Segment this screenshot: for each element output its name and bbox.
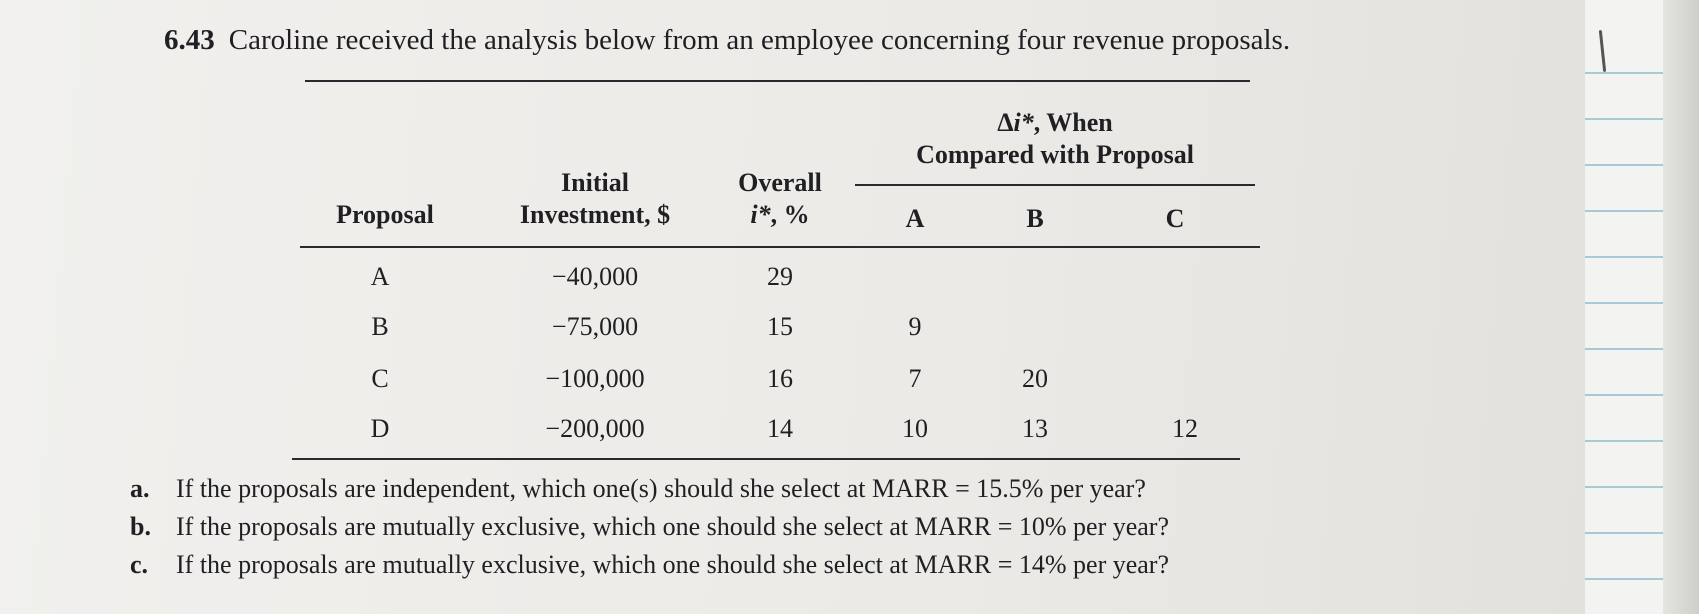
question-c-label: c.: [130, 550, 149, 579]
table-row-a-investment: −40,000: [551, 262, 639, 291]
table-row-c-proposal: C: [371, 364, 389, 393]
table-row-b-investment: −75,000: [551, 312, 639, 341]
question-b-text: If the proposals are mutually exclusive, which one should she select at MARR = 10% per year?: [176, 512, 1170, 541]
header-sub-c: C: [1165, 204, 1185, 233]
question-c-text: If the proposals are mutually exclusive, which one should she select at MARR = 14% per year?: [176, 550, 1170, 579]
pen-mark: [1599, 30, 1606, 72]
table-row-d-investment: −200,000: [545, 414, 645, 443]
header-proposal: Proposal: [336, 200, 434, 229]
header-bottom-rule: [300, 246, 1260, 248]
delta-group-rule: [855, 184, 1255, 186]
question-a: [130, 474, 1146, 504]
table-row-d-vs-b: 13: [1022, 414, 1048, 443]
question-a-label: a.: [130, 474, 150, 503]
table-row-b-proposal: B: [371, 312, 389, 341]
notebook-shadow: [1663, 0, 1699, 614]
table-row-b-vs-a: 9: [908, 312, 922, 341]
table-row-d-vs-c: 12: [1172, 414, 1198, 443]
table-bottom-rule: [292, 458, 1240, 460]
header-delta-line2: Compared with Proposal: [916, 140, 1194, 169]
table-row-d-overall: 14: [767, 414, 793, 443]
header-overall-istar: [715, 198, 845, 232]
header-investment: Investment, $: [519, 200, 671, 229]
overall-var: i*: [750, 200, 771, 229]
table-row-c-vs-a: 7: [908, 364, 922, 393]
table-row-c-vs-b: 20: [1022, 364, 1048, 393]
table-row-d-proposal: D: [370, 414, 390, 443]
delta-symbol: Δ: [997, 108, 1014, 137]
table-row-a-overall: 29: [767, 262, 793, 291]
problem-text: Caroline received the analysis below from an employee concerning four revenue proposals.: [228, 24, 1291, 56]
table-row-c-overall: 16: [767, 364, 793, 393]
header-delta: [855, 106, 1255, 140]
question-b: [130, 512, 1169, 542]
delta-var: i*: [1013, 108, 1034, 137]
header-sub-b: B: [1026, 204, 1044, 233]
problem-number: 6.43: [164, 24, 215, 56]
table-row-d-vs-a: 10: [902, 414, 928, 443]
table-row-c-investment: −100,000: [545, 364, 645, 393]
header-initial: Initial: [561, 168, 629, 197]
table-top-rule: [305, 80, 1250, 82]
table-row-a-proposal: A: [370, 262, 390, 291]
overall-rest: , %: [770, 200, 810, 229]
question-b-label: b.: [130, 512, 151, 541]
problem-statement: [164, 24, 1290, 57]
table-row-b-overall: 15: [767, 312, 793, 341]
notebook-edge: [1585, 0, 1699, 614]
header-overall: Overall: [738, 168, 822, 197]
question-c: [130, 550, 1169, 580]
question-a-text: If the proposals are independent, which one(s) should she select at MARR = 15.5% per year?: [176, 474, 1146, 503]
header-sub-a: A: [905, 204, 925, 233]
delta-rest: , When: [1033, 108, 1113, 137]
